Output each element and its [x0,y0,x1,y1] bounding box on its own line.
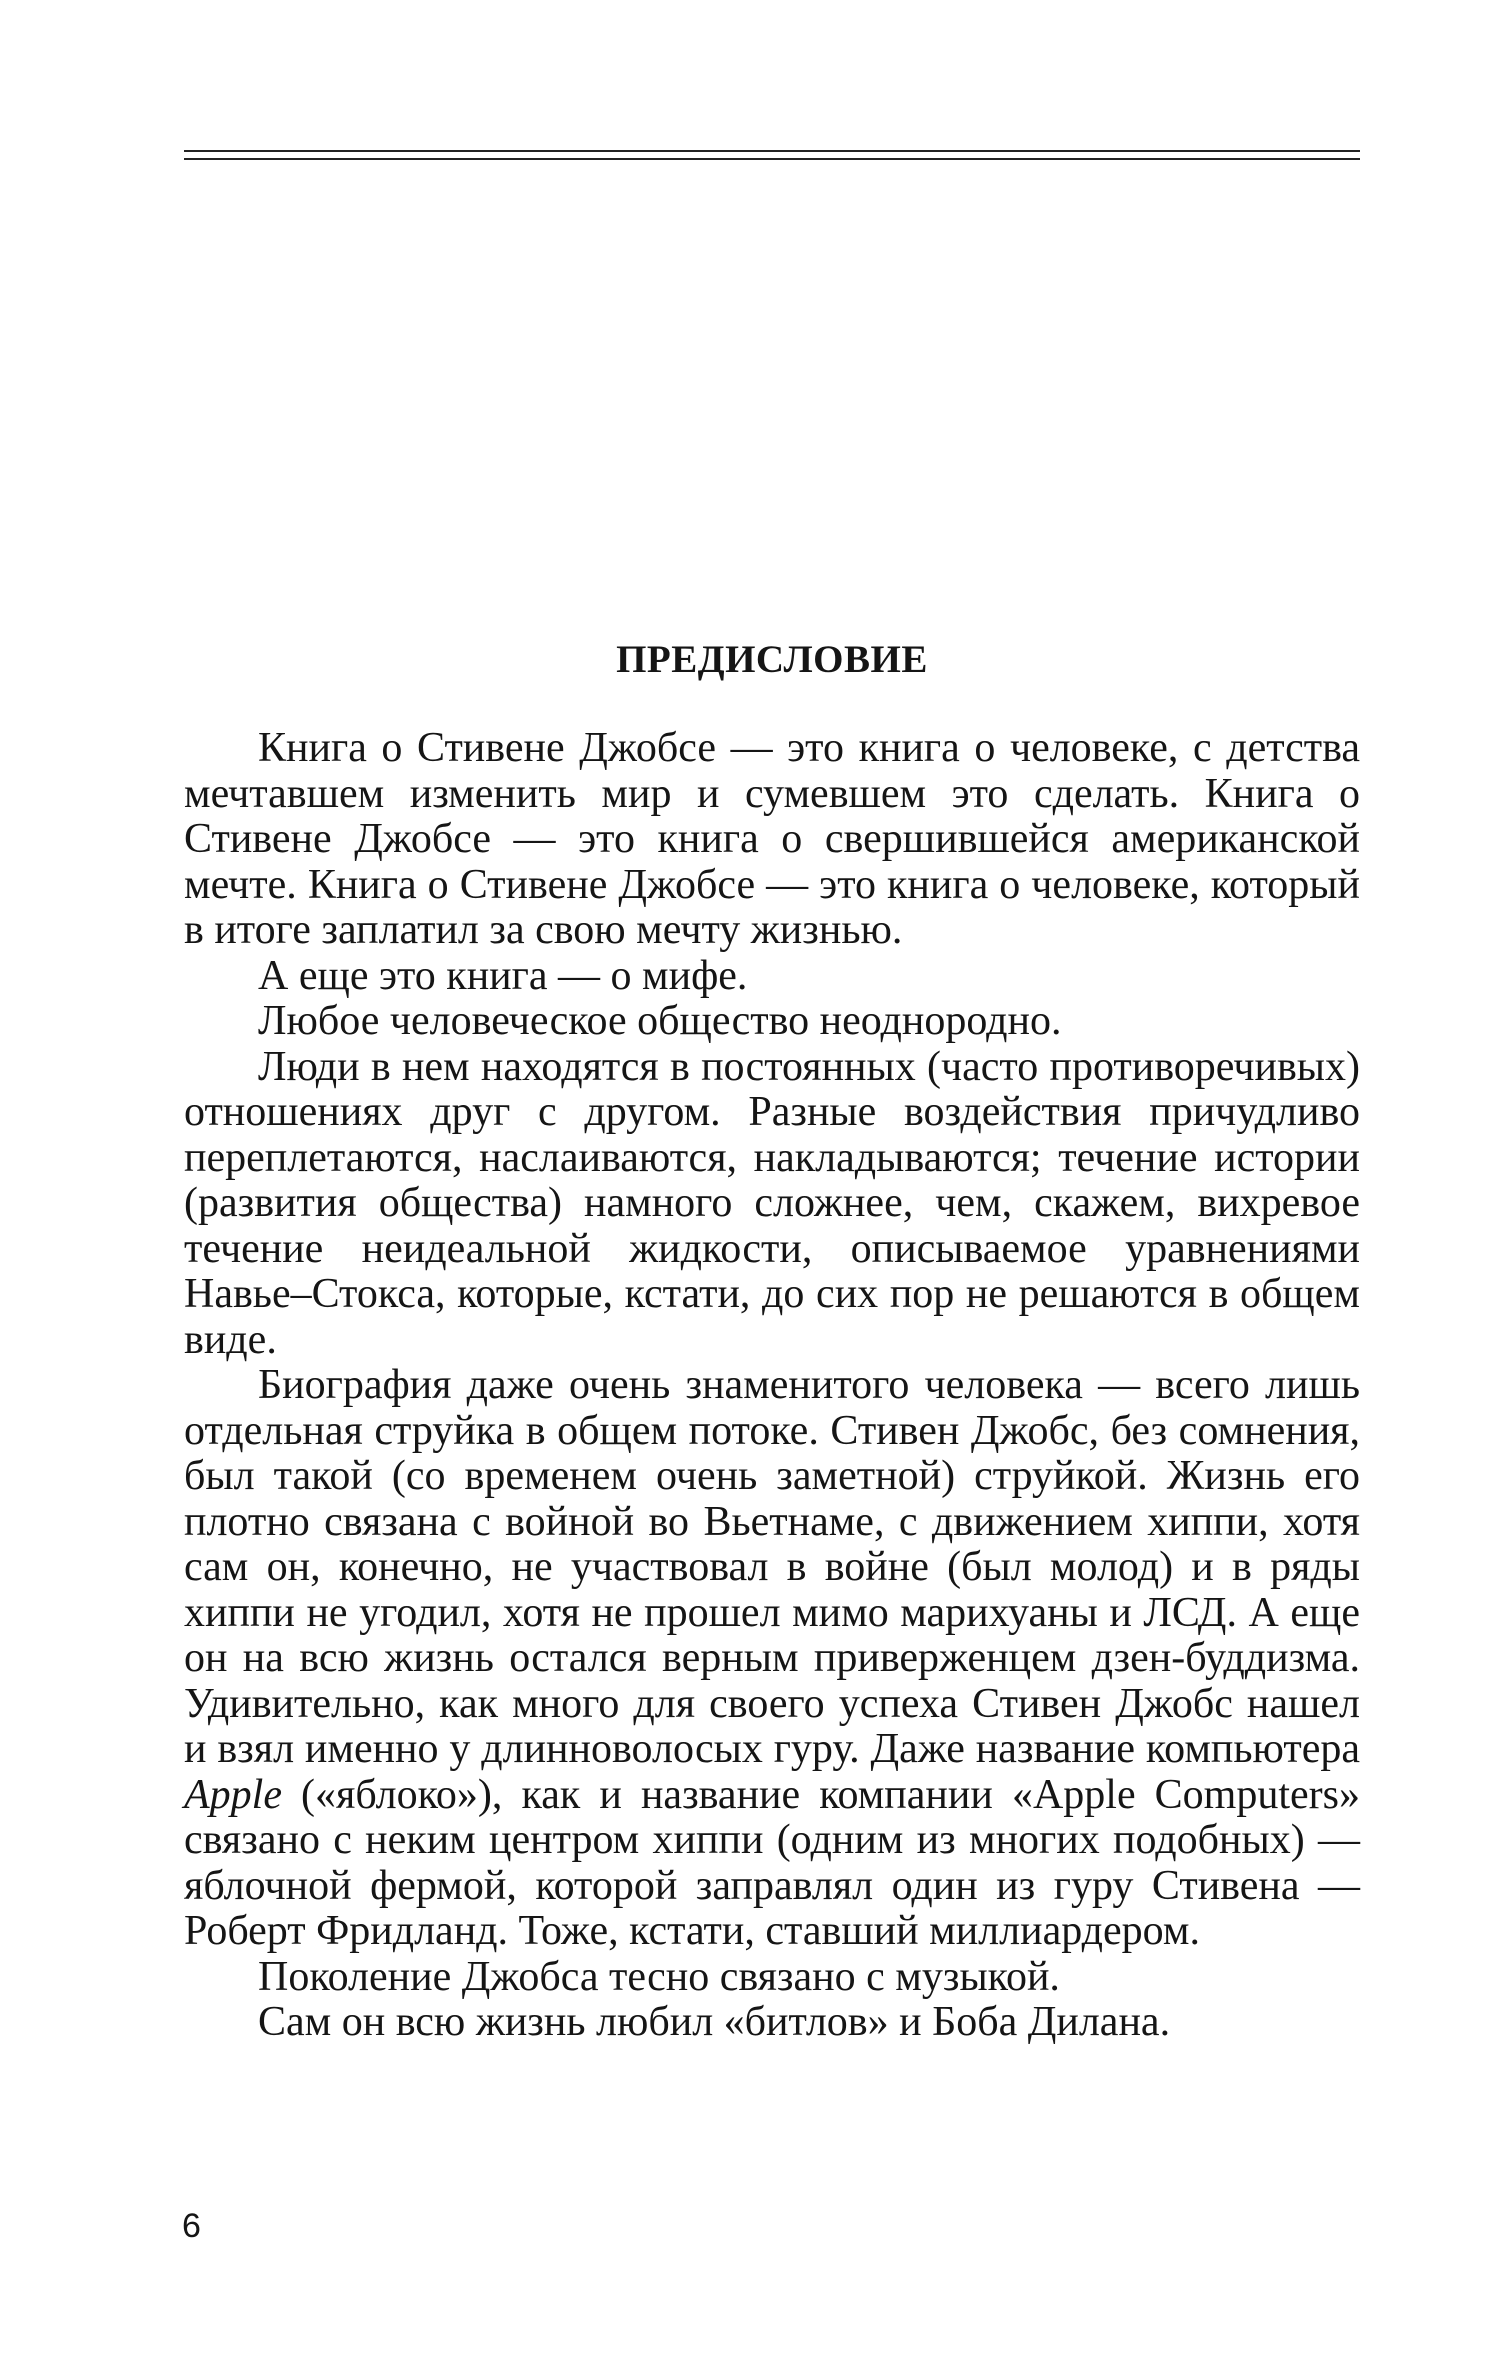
header-double-rule [184,150,1360,164]
chapter-text [184,726,1360,2046]
paragraph-1: Книга о Стивене Джобсе — это книга о человеке, с детства мечтавшем изменить мир и сумевшем это сделать. Книга о Стивене Джобсе — это книга о свершившейся американской мечте. Книга о Стивене Джобсе — это книга о человеке, который в итоге заплатил за свою мечту жизнью. [184,725,1360,953]
paragraph-6: Поколение Джобса тесно связано с музыкой. [258,1953,1060,2000]
paragraph-7: Сам он всю жизнь любил «битлов» и Боба Дилана. [258,1999,1171,2045]
header-rule-bottom [184,158,1360,160]
page-number: 6 [182,2207,201,2245]
paragraph-3: Любое человеческое общество неоднородно. [258,998,1062,1044]
apple-italic-term: Apple [184,1771,282,1818]
paragraph-4: Люди в нем находятся в постоянных (часто противоречивых) отношениях друг с другом. Разные воздействия причудливо переплетаются, наслаиваются, накладываются; течение истории (развития общества) намного сложнее, чем, скажем, вихревое течение неидеальной жидкости, описываемое уравнениями Навье–Стокса, которые, кстати, до сих пор не решаются в общем виде. [184,1043,1360,1363]
header-rule-top [184,150,1360,152]
paragraph-5-part-2: («яблоко»), как и название компании «Apple Computers» связано с неким центром хиппи (одним из многих подобных) — яблочной фермой, которой заправлял один из гуру Стивена — Роберт Фридланд. Тоже, кстати, ставший миллиардером. [184,1771,1360,1954]
paragraph-2: А еще это книга — о мифе. [258,952,748,999]
paragraph-5-part-1: Биография даже очень знаменитого человека — всего лишь отдельная струйка в общем потоке. Стивен Джобс, без сомнения, был такой (со временем очень заметной) струйкой. Жизнь его плотно связана с войной во Вьетнаме, с движением хиппи, хотя сам он, конечно, не участвовал в войне (был молод) и в ряды хиппи не угодил, хотя не прошел мимо марихуаны и ЛСД. А еще он на всю жизнь остался верным приверженцем дзен-буддизма. Удивительно, как много для своего успеха Стивен Джобс нашел и взял именно у длинноволосых гуру. Даже название компьютера [184,1362,1360,1772]
chapter-title: ПРЕДИСЛОВИЕ [616,638,928,681]
paragraph-5 [184,1363,1360,1955]
